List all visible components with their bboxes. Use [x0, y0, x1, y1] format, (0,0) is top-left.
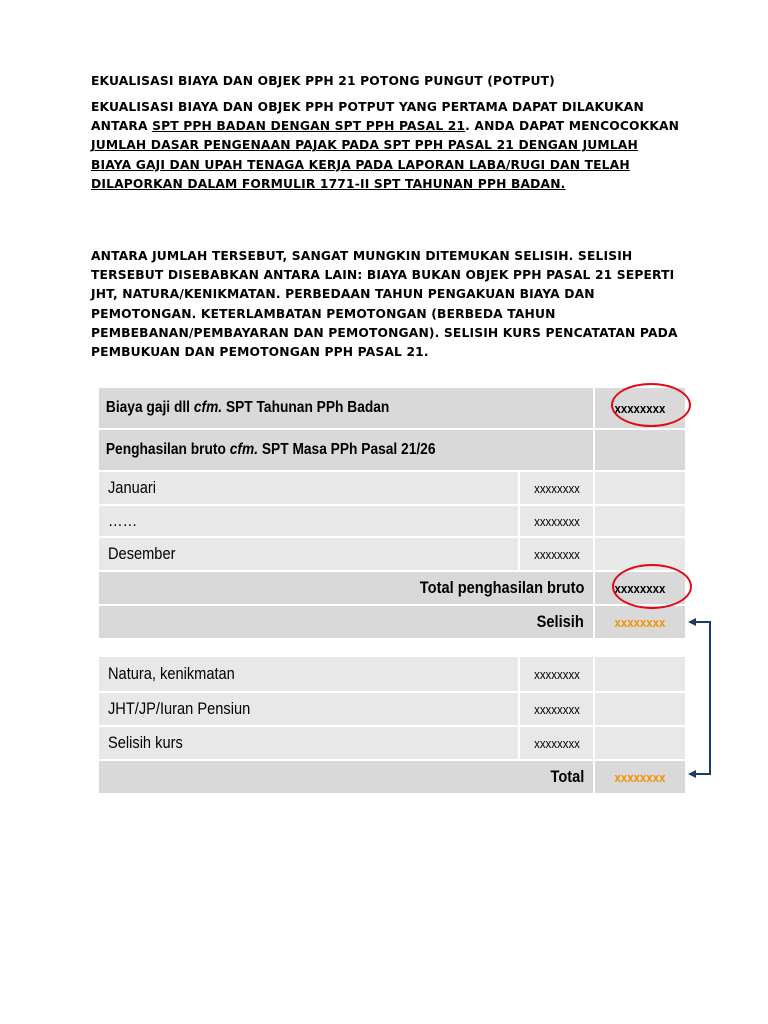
reconciliation-table	[97, 386, 687, 640]
selisih-value: xxxxxxxx	[594, 605, 686, 639]
item-label: JHT/JP/Iuran Pensiun	[98, 692, 519, 726]
item-value: xxxxxxxx	[519, 726, 594, 760]
table-row	[98, 656, 686, 692]
month-label: ……	[98, 505, 519, 537]
month-label: Januari	[98, 471, 519, 505]
highlight-circle-total-bruto	[612, 564, 692, 609]
month-value: xxxxxxxx	[519, 537, 594, 571]
connector-arrow-icon	[688, 614, 728, 784]
month-label: Desember	[98, 537, 519, 571]
row-selisih	[98, 605, 686, 639]
table-row	[98, 726, 686, 760]
paragraph-ekualisasi	[91, 98, 681, 194]
para1-underlined-2: JUMLAH DASAR PENGENAAN PAJAK PADA SPT PPH PASAL 21 DENGAN JUMLAH BIAYA GAJI DAN UPAH TENAGA KERJA PADA LAPORAN LABA/RUGI DAN TELAH DILAPORKAN DALAM FORMULIR 1771-II SPT TAHUNAN PPH BADAN.	[91, 138, 638, 191]
total-value: xxxxxxxx	[594, 760, 686, 794]
item-value: xxxxxxxx	[519, 656, 594, 692]
table-row	[98, 537, 686, 571]
item-value: xxxxxxxx	[519, 692, 594, 726]
month-value: xxxxxxxx	[519, 505, 594, 537]
highlight-circle-biaya	[611, 383, 691, 427]
para1-text-2: . ANDA DAPAT MENCOCOKKAN	[465, 119, 680, 134]
month-value: xxxxxxxx	[519, 471, 594, 505]
document-heading: EKUALISASI BIAYA DAN OBJEK PPH 21 POTONG PUNGUT (POTPUT)	[91, 74, 555, 88]
row-total-penghasilan-bruto	[98, 571, 686, 605]
row-penghasilan-bruto	[98, 429, 686, 471]
total-label: Total	[98, 760, 594, 794]
biaya-gaji-value: xxxxxxxx	[594, 387, 686, 429]
item-label: Selisih kurs	[98, 726, 519, 760]
table-row	[98, 692, 686, 726]
total-bruto-label: Total penghasilan bruto	[98, 571, 594, 605]
row-biaya-gaji	[98, 387, 686, 429]
penghasilan-bruto-value	[594, 429, 686, 471]
para1-text-1: EKUALISASI BIAYA DAN OBJEK PPH POTPUT YANG PERTAMA DAPAT DILAKUKAN ANTARA	[91, 100, 644, 134]
total-bruto-value: xxxxxxxx	[594, 571, 686, 605]
biaya-gaji-label: Biaya gaji dll cfm. SPT Tahunan PPh Badan	[105, 399, 390, 416]
para1-underlined-1: SPT PPH BADAN DENGAN SPT PPH PASAL 21	[152, 119, 466, 134]
penghasilan-bruto-label: Penghasilan bruto cfm. SPT Masa PPh Pasal 21/26	[105, 441, 436, 458]
table-row	[98, 505, 686, 537]
table-row	[98, 471, 686, 505]
row-total	[98, 760, 686, 794]
selisih-label: Selisih	[98, 605, 594, 639]
difference-breakdown-table	[97, 655, 687, 795]
paragraph-selisih: ANTARA JUMLAH TERSEBUT, SANGAT MUNGKIN DITEMUKAN SELISIH. SELISIH TERSEBUT DISEBABKAN ANTARA LAIN: BIAYA BUKAN OBJEK PPH PASAL 21 SEPERTI JHT, NATURA/KENIKMATAN. PERBEDAAN TAHUN PENGAKUAN BIAYA DAN PEMOTONGAN. KETERLAMBATAN PEMOTONGAN (BERBEDA TAHUN PEMBEBANAN/PEMBAYARAN DAN PEMOTONGAN). SELISIH KURS PENCATATAN PADA PEMBUKUAN DAN PEMOTONGAN PPH PASAL 21.	[91, 249, 678, 360]
item-label: Natura, kenikmatan	[98, 656, 519, 692]
